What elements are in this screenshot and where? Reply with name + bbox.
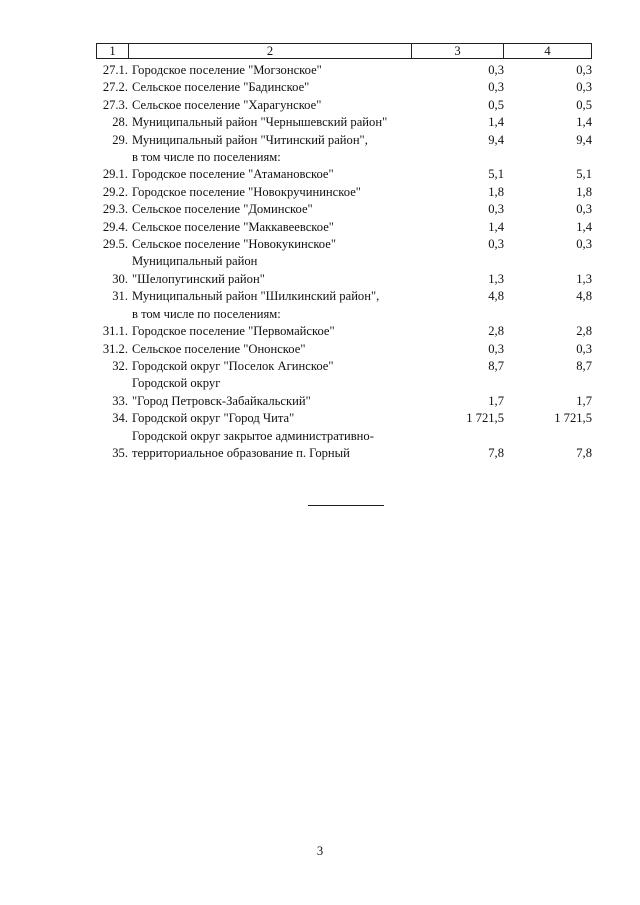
header-col-2: 2	[129, 44, 412, 58]
row-value-col4: 0,3	[576, 237, 592, 252]
row-name-line: Сельское поселение "Доминское"	[132, 202, 313, 217]
table-row	[96, 358, 596, 375]
row-number: 29.1.	[102, 167, 128, 182]
row-name-line: в том числе по поселениям:	[132, 150, 281, 165]
row-value-col3: 7,8	[488, 445, 504, 460]
row-number: 31.1.	[102, 324, 128, 339]
row-name-line: "Шелопугинский район"	[132, 271, 265, 286]
row-number: 33.	[112, 393, 128, 408]
header-col-3: 3	[412, 44, 504, 58]
row-name-line: Муниципальный район "Читинский район",	[132, 132, 368, 147]
table-row	[96, 428, 596, 463]
row-value-col4: 9,4	[576, 132, 592, 147]
row-name-line: Городской округ	[132, 376, 221, 391]
row-name	[128, 341, 418, 358]
row-number: 27.1.	[102, 63, 128, 77]
row-value-col4: 0,3	[576, 63, 592, 77]
row-value-col4: 1 721,5	[554, 411, 592, 426]
row-value-col4: 5,1	[576, 167, 592, 182]
table-row	[96, 253, 596, 288]
row-value-col4: 0,3	[576, 202, 592, 217]
row-number: 35.	[112, 445, 128, 460]
row-name	[128, 288, 418, 323]
row-value-col4: 0,3	[576, 341, 592, 356]
row-name-line: Городской округ "Поселок Агинское"	[132, 358, 334, 373]
row-value-col4: 0,5	[576, 97, 592, 112]
row-value-col3: 1,7	[488, 393, 504, 408]
row-number: 31.	[112, 289, 128, 304]
row-name	[128, 114, 418, 131]
row-value-col3: 1,4	[488, 219, 504, 234]
table-row	[96, 323, 596, 340]
row-value-col3: 8,7	[488, 358, 504, 373]
row-name	[128, 132, 418, 167]
row-value-col3: 0,3	[488, 202, 504, 217]
row-value-col4: 1,7	[576, 393, 592, 408]
row-number: 29.3.	[102, 202, 128, 217]
row-number: 29.5.	[102, 237, 128, 252]
end-separator-line	[308, 505, 384, 506]
row-name	[128, 236, 418, 253]
row-name-line: Муниципальный район	[132, 254, 258, 269]
row-name	[128, 184, 418, 201]
row-name-line: Городское поселение "Первомайское"	[132, 324, 335, 339]
row-value-col3: 1,8	[488, 184, 504, 199]
table-row	[96, 166, 596, 183]
header-col-1: 1	[97, 44, 129, 58]
row-name-line: Городской округ закрытое административно-	[132, 428, 374, 443]
row-number: 29.2.	[102, 184, 128, 199]
row-name	[128, 201, 418, 218]
row-name-line: Сельское поселение "Бадинское"	[132, 80, 310, 95]
row-value-col3: 1,3	[488, 271, 504, 286]
table-row	[96, 97, 596, 114]
row-value-col3: 9,4	[488, 132, 504, 147]
row-number: 27.3.	[102, 97, 128, 112]
row-name	[128, 375, 418, 410]
row-name	[128, 410, 418, 427]
row-name-line: Сельское поселение "Ононское"	[132, 341, 306, 356]
row-number: 28.	[112, 115, 128, 130]
row-number: 29.	[112, 132, 128, 147]
row-value-col3: 0,3	[488, 237, 504, 252]
row-name	[128, 219, 418, 236]
row-value-col4: 1,4	[576, 115, 592, 130]
row-number: 30.	[112, 271, 128, 286]
row-value-col4: 4,8	[576, 289, 592, 304]
row-name-line: Сельское поселение "Новокукинское"	[132, 237, 336, 252]
row-name	[128, 358, 418, 375]
row-number: 34.	[112, 411, 128, 426]
table-body	[96, 62, 596, 462]
row-name-line: Муниципальный район "Шилкинский район",	[132, 289, 380, 304]
row-number: 27.2.	[102, 80, 128, 95]
row-name	[128, 62, 418, 79]
table-header-row	[96, 43, 592, 59]
table-row	[96, 62, 596, 79]
row-name-line: "Город Петровск-Забайкальский"	[132, 393, 311, 408]
row-value-col3: 2,8	[488, 324, 504, 339]
table-row	[96, 219, 596, 236]
row-number: 29.4.	[102, 219, 128, 234]
row-value-col3: 0,5	[488, 97, 504, 112]
row-value-col3: 5,1	[488, 167, 504, 182]
row-name-line: Городское поселение "Атамановское"	[132, 167, 334, 182]
row-name	[128, 97, 418, 114]
row-name-line: в том числе по поселениям:	[132, 306, 281, 321]
table-row	[96, 341, 596, 358]
table-row	[96, 79, 596, 96]
row-name-line: Городское поселение "Новокручининское"	[132, 184, 361, 199]
table-row	[96, 114, 596, 131]
row-name-line: Муниципальный район "Чернышевский район"	[132, 115, 388, 130]
page-number: 3	[316, 844, 324, 858]
table-row	[96, 236, 596, 253]
row-number: 32.	[112, 358, 128, 373]
header-col-4: 4	[544, 44, 551, 58]
row-name-line: территориальное образование п. Горный	[132, 445, 350, 460]
row-value-col3: 4,8	[488, 289, 504, 304]
row-name	[128, 253, 418, 288]
table-row	[96, 132, 596, 167]
row-name-line: Сельское поселение "Маккавеевское"	[132, 219, 334, 234]
row-value-col4: 1,4	[576, 219, 592, 234]
row-number: 31.2.	[102, 341, 128, 356]
row-name	[128, 79, 418, 96]
row-name-line: Городское поселение "Могзонское"	[132, 63, 322, 77]
row-name	[128, 323, 418, 340]
row-value-col4: 1,8	[576, 184, 592, 199]
table-row	[96, 288, 596, 323]
table-row	[96, 201, 596, 218]
row-name-line: Сельское поселение "Харагунское"	[132, 97, 322, 112]
table-row	[96, 410, 596, 427]
table-row	[96, 184, 596, 201]
row-name-line: Городской округ "Город Чита"	[132, 411, 295, 426]
row-value-col3: 1,4	[488, 115, 504, 130]
row-value-col4: 0,3	[576, 80, 592, 95]
table-row	[96, 375, 596, 410]
row-value-col4: 2,8	[576, 324, 592, 339]
row-value-col3: 0,3	[488, 63, 504, 77]
row-value-col3: 0,3	[488, 341, 504, 356]
row-value-col4: 8,7	[576, 358, 592, 373]
row-name	[128, 166, 418, 183]
row-value-col3: 1 721,5	[466, 411, 504, 426]
row-name	[128, 428, 418, 463]
row-value-col4: 7,8	[576, 445, 592, 460]
row-value-col3: 0,3	[488, 80, 504, 95]
row-value-col4: 1,3	[576, 271, 592, 286]
